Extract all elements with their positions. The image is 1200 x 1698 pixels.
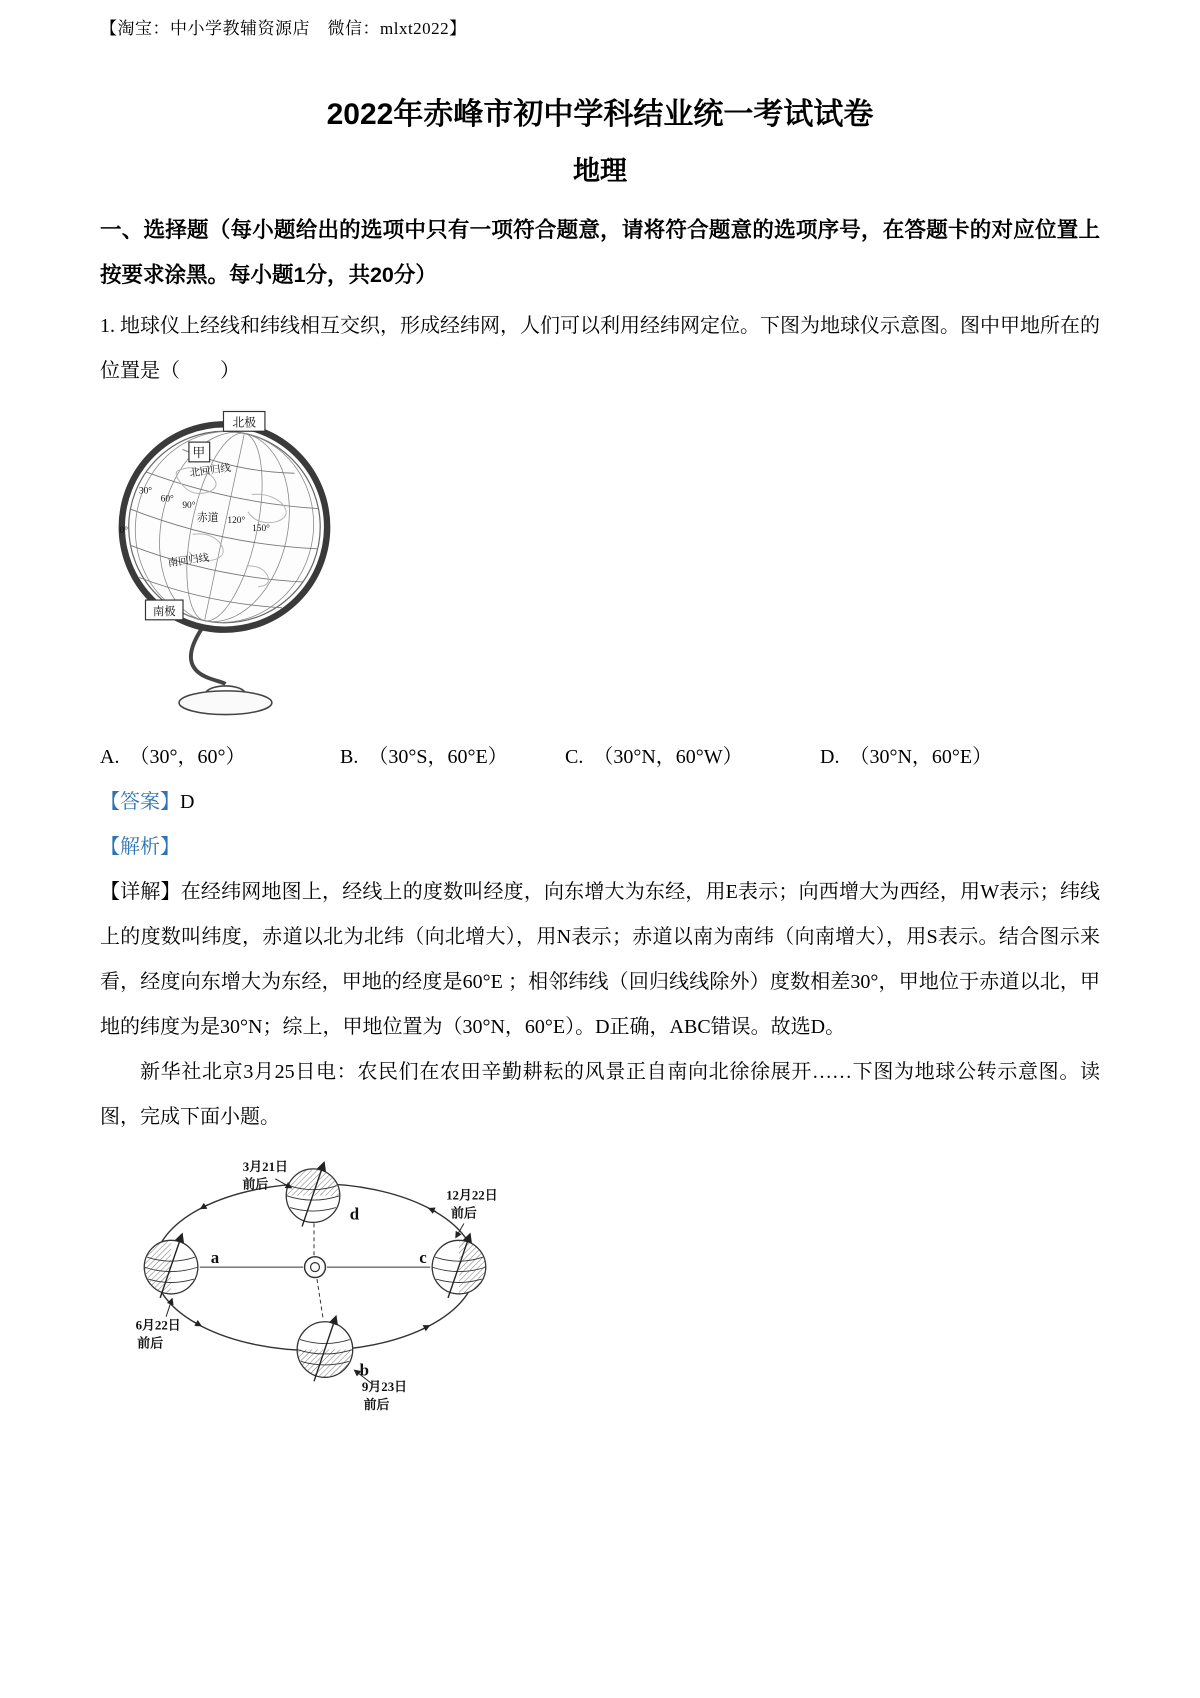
detail-label: 【详解】 [100, 881, 181, 903]
watermark: 【淘宝：中小学教辅资源店 微信：mlxt2022】 [100, 19, 467, 38]
option-a-text: （30°，60°） [129, 746, 246, 768]
option-d-label: D. [820, 746, 840, 768]
svg-text:前后: 前后 [242, 1177, 269, 1192]
answer-value: D [180, 791, 195, 813]
option-a-label: A. [100, 746, 120, 768]
svg-text:3月21日: 3月21日 [242, 1159, 288, 1174]
analysis-label: 【解析】 [100, 836, 180, 858]
earth-position-left [144, 1234, 198, 1298]
section-heading: 一、选择题（每小题给出的选项中只有一项符合题意，请将符合题意的选项序号，在答题卡的对应位置上按要求涂黑。每小题1分，共20分） [100, 218, 1100, 287]
earth-position-bottom [297, 1317, 353, 1382]
question-2-intro: 新华社北京3月25日电：农民们在农田辛勤耕耘的风景正自南向北徐徐展开……下图为地球公转示意图。读图，完成下面小题。 [100, 1061, 1100, 1128]
answer-label: 【答案】 [100, 791, 180, 813]
svg-text:12月22日: 12月22日 [446, 1188, 498, 1203]
globe-illustration [106, 410, 338, 722]
option-a [100, 735, 340, 780]
deg-120-label: 120° [227, 516, 246, 527]
earth-revolution-figure [116, 1146, 516, 1426]
point-c-label: c [419, 1248, 427, 1268]
svg-text:9月23日: 9月23日 [361, 1380, 408, 1395]
date-label-march [243, 1160, 292, 1192]
date-label-september [355, 1370, 407, 1412]
option-c-label: C. [565, 746, 584, 768]
tropic-capricorn-label: 南回归线 [167, 552, 210, 570]
option-c-text: （30°N，60°W） [593, 746, 743, 768]
point-d-label: d [349, 1204, 360, 1224]
svg-text:前后: 前后 [363, 1398, 390, 1413]
option-d [820, 735, 992, 780]
point-a-label: a [210, 1248, 220, 1268]
analysis-line [100, 825, 1100, 870]
south-pole-label: 南极 [152, 605, 176, 618]
earth-position-top [286, 1163, 340, 1227]
question-1-stem: 1. 地球仪上经线和纬线相互交织，形成经纬网，人们可以利用经纬网定位。下图为地球仪示意图。图中甲地所在的位置是（ ） [100, 315, 1100, 382]
deg-150-label: 150° [252, 523, 270, 534]
answer-line [100, 780, 1100, 825]
equator-label: 赤道 [196, 512, 219, 525]
globe-base [179, 691, 272, 715]
detail-text: 在经纬网地图上，经线上的度数叫经度，向东增大为东经，用E表示；向西增大为西经，用W表示；纬线上的度数叫纬度，赤道以北为北纬（向北增大），用N表示；赤道以南为南纬（向南增大），用S表示。结合图示来看，经度向东增大为东经，甲地的经度是60°E ；相邻纬线（回归线线除外）度数相差30°，甲地位于赤道以北，甲地的纬度为是30°N；综上，甲地位置为（30°N，60°E）。D正确，ABC错误。故选D。 [100, 881, 1101, 1038]
globe-stand [179, 629, 272, 715]
svg-text:前后: 前后 [137, 1336, 164, 1351]
earth-position-right [432, 1234, 486, 1298]
option-c [565, 735, 820, 780]
north-pole-label: 北极 [232, 415, 257, 430]
exam-title: 2022年赤峰市初中学科结业统一考试试卷 [326, 98, 874, 131]
svg-text:6月22日: 6月22日 [135, 1318, 181, 1333]
question-1-options [100, 735, 1100, 780]
earth-revolution-diagram [116, 1146, 514, 1421]
option-b [340, 735, 565, 780]
point-jia-label: 甲 [192, 445, 206, 460]
deg-90-label: 90° [182, 501, 196, 512]
globe-figure [106, 410, 341, 727]
detail-paragraph [100, 870, 1100, 1050]
deg-0-label: 0° [119, 525, 128, 536]
deg-60-label: 60° [160, 494, 174, 505]
svg-text:前后: 前后 [451, 1206, 477, 1221]
sun [305, 1257, 326, 1278]
date-label-december [446, 1189, 498, 1238]
deg-30-label: 30° [138, 486, 153, 497]
tropic-cancer-label: 北回归线 [189, 462, 232, 480]
subject-title: 地理 [573, 156, 627, 186]
option-d-text: （30°N，60°E） [849, 746, 993, 768]
option-b-text: （30°S，60°E） [368, 746, 508, 768]
point-b-label: b [359, 1360, 370, 1380]
option-b-label: B. [340, 746, 359, 768]
line-sun-to-b [317, 1279, 323, 1318]
